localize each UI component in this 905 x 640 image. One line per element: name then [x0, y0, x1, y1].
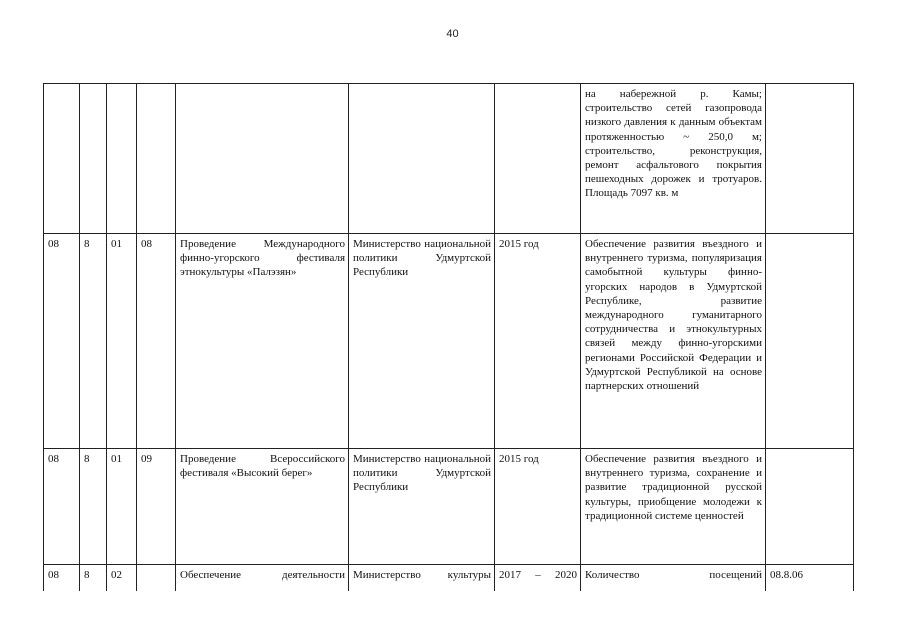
- table-row: [44, 565, 854, 591]
- table-row: [44, 84, 854, 234]
- period-cell: [495, 84, 581, 234]
- page-number: 40: [446, 28, 459, 40]
- subprogram-code-cell: 8: [80, 449, 107, 565]
- main-activity-code-cell: 02: [107, 565, 137, 591]
- program-code-cell: 08: [44, 234, 80, 449]
- executor-cell: [349, 84, 495, 234]
- period-cell: 2015 год: [495, 234, 581, 449]
- expected-result-cell: Обеспечение развития въездного и внутреннего туризма, популяризация самобытной культуры финно-угорских народов в Удмуртской Республике, развитие международного гуманитарного сотрудничества и этнокультурных связей между финно-угорскими регионами Российской Федерации и Удмуртской Республикой на основе партнерских отношений: [581, 234, 766, 449]
- activity-code-cell: 08: [137, 234, 176, 449]
- executor-cell: Министерство культуры: [349, 565, 495, 591]
- activity-code-cell: [137, 84, 176, 234]
- expected-result-cell: Обеспечение развития въездного и внутреннего туризма, сохранение и развитие традиционной русской культуры, приобщение молодежи к традиционной системе ценностей: [581, 449, 766, 565]
- program-code-cell: [44, 84, 80, 234]
- table-row: [44, 234, 854, 449]
- main-activity-code-cell: 01: [107, 449, 137, 565]
- activity-name-cell: Проведение Всероссийского фестиваля «Высокий берег»: [176, 449, 349, 565]
- main-activity-code-cell: [107, 84, 137, 234]
- period-cell: 2015 год: [495, 449, 581, 565]
- activity-name-cell: [176, 84, 349, 234]
- subprogram-code-cell: [80, 84, 107, 234]
- subprogram-code-cell: 8: [80, 234, 107, 449]
- indicator-link-cell: [766, 234, 854, 449]
- activity-code-cell: [137, 565, 176, 591]
- table-row: [44, 449, 854, 565]
- activity-code-cell: 09: [137, 449, 176, 565]
- program-code-cell: 08: [44, 449, 80, 565]
- indicator-link-cell: 08.8.06: [766, 565, 854, 591]
- activity-name-cell: Проведение Международного финно-угорского фестиваля этнокультуры «Палэзян»: [176, 234, 349, 449]
- executor-cell: Министерство национальной политики Удмуртской Республики: [349, 449, 495, 565]
- main-activity-code-cell: 01: [107, 234, 137, 449]
- period-cell: 2017 – 2020: [495, 565, 581, 591]
- subprogram-code-cell: 8: [80, 565, 107, 591]
- activity-name-cell: Обеспечение деятельности: [176, 565, 349, 591]
- indicator-link-cell: [766, 449, 854, 565]
- program-activities-table: [43, 83, 854, 591]
- indicator-link-cell: [766, 84, 854, 234]
- program-code-cell: 08: [44, 565, 80, 591]
- expected-result-cell: на набережной р. Камы; строительство сетей газопровода низкого давления к данным объектам протяженностью ~ 250,0 м; строительство, реконструкция, ремонт асфальтового покрытия пешеходных дорожек и тротуаров. Площадь 7097 кв. м: [581, 84, 766, 234]
- executor-cell: Министерство национальной политики Удмуртской Республики: [349, 234, 495, 449]
- expected-result-cell: Количество посещений: [581, 565, 766, 591]
